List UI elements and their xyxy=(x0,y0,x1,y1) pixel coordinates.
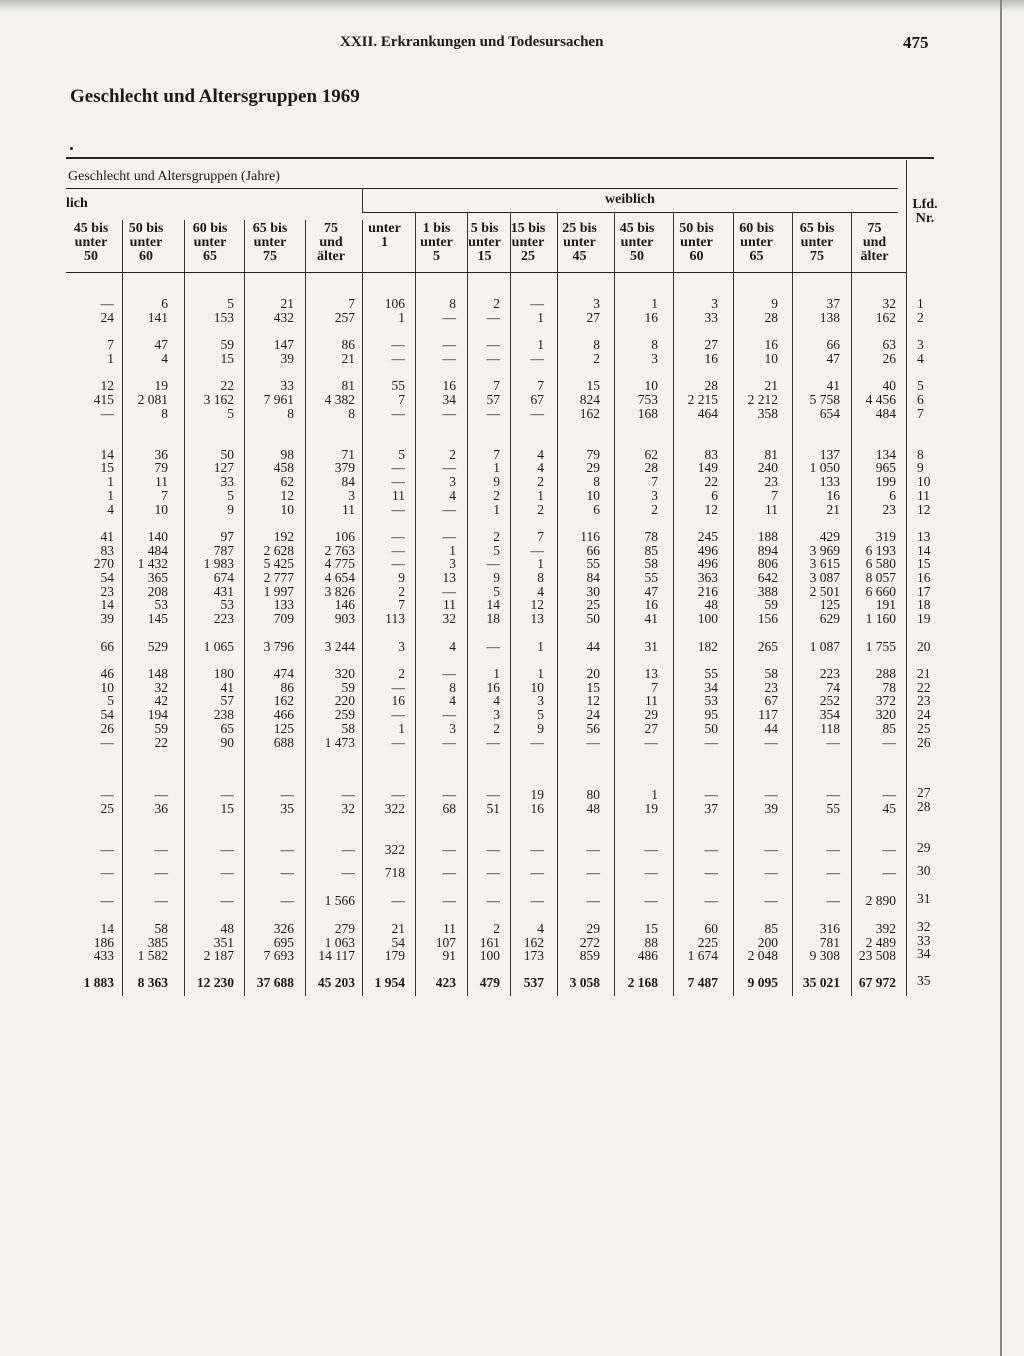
table-row-values: — xyxy=(486,865,500,880)
table-row-values: 60 225 1 674 xyxy=(687,921,718,964)
table-row-values: 392 2 489 23 508 xyxy=(858,921,896,964)
table-row-values: 9 095 xyxy=(747,975,778,990)
table-row-values: 45 203 xyxy=(317,975,355,990)
table-row-values: — xyxy=(341,865,355,880)
table-row-values: 14 186 433 xyxy=(93,921,114,964)
table-row-values: 29 272 859 xyxy=(579,921,600,964)
table-row-values: 67 972 xyxy=(858,975,896,990)
lfd-nr-values: 27 28 xyxy=(917,785,931,814)
table-row-values: — xyxy=(826,865,840,880)
table-row-values: — 32 xyxy=(341,787,355,816)
female-group-divider xyxy=(362,188,363,212)
table-row-values: 35 021 xyxy=(802,975,840,990)
table-row-values: — xyxy=(442,842,456,857)
table-column-values: 7 257 86 21 81 4 382 8 71 379 84 3 11 106 2 763 4 775 4 654 3 826 146 903 3 244 320 59 220 259 58 1 473 xyxy=(324,296,355,750)
table-row-values: — xyxy=(530,842,544,857)
table-row-values: — xyxy=(644,842,658,857)
table-row-values: 7 487 xyxy=(687,975,718,990)
lfd-nr-values: 1 2 3 4 5 6 7 8 9 10 11 12 13 14 15 16 17 18 19 20 21 22 23 24 25 26 xyxy=(917,296,931,750)
table-column-values: 6 141 47 4 19 2 081 8 36 79 11 7 10 140 484 1 432 365 208 53 145 529 148 32 42 194 59 22 xyxy=(137,296,168,750)
table-row-values: 322 xyxy=(384,842,405,857)
table-row-values: — xyxy=(100,842,114,857)
column-header: 5 bis unter 15 xyxy=(468,221,501,264)
table-row-values: — xyxy=(220,842,234,857)
table-row-values: — 68 xyxy=(442,787,456,816)
table-row-values: 21 54 179 xyxy=(384,921,405,964)
table-row-values: — xyxy=(586,842,600,857)
table-column-values: 3 27 8 2 15 824 162 79 29 8 10 6 116 66 55 84 30 25 50 44 20 15 12 24 56 — xyxy=(579,296,600,750)
table-row-values: 37 688 xyxy=(256,975,294,990)
table-row-values: — 35 xyxy=(280,787,294,816)
table-title: Geschlecht und Altersgruppen 1969 xyxy=(70,86,360,107)
table-row-values: — xyxy=(154,865,168,880)
table-row-values: — 45 xyxy=(882,787,896,816)
top-rule xyxy=(66,157,934,159)
table-row-values: 58 385 1 582 xyxy=(137,921,168,964)
lfd-nr-values: 29 xyxy=(917,840,931,855)
table-row-values: — xyxy=(644,865,658,880)
column-header: 45 bis unter 50 xyxy=(73,221,109,264)
column-header: 60 bis unter 65 xyxy=(192,221,228,264)
group-rule xyxy=(66,188,898,189)
table-row-values: — xyxy=(644,893,658,908)
table-row-values: — xyxy=(882,865,896,880)
table-column-values: — 1 1 — 7 67 — 4 4 2 1 2 7 — 1 8 4 12 13 1 1 10 3 5 9 — xyxy=(530,296,544,750)
table-row-values: — xyxy=(826,842,840,857)
running-head: XXII. Erkrankungen und Todesursachen xyxy=(340,34,604,50)
page-number: 475 xyxy=(903,33,929,52)
table-row-values: 479 xyxy=(479,975,500,990)
table-row-values: — xyxy=(341,842,355,857)
table-row-values: — xyxy=(826,893,840,908)
column-header: 50 bis unter 60 xyxy=(679,221,714,264)
column-header: 45 bis unter 50 xyxy=(619,221,655,264)
table-row-values: 19 16 xyxy=(530,787,544,816)
table-row-values: — xyxy=(154,893,168,908)
table-column-values: 3 33 27 16 28 2 215 464 83 149 22 6 12 245 496 496 363 216 48 100 182 55 34 53 95 50 — xyxy=(687,296,718,750)
table-row-values: 279 1 063 14 117 xyxy=(318,921,355,964)
group-header: Geschlecht und Altersgruppen (Jahre) xyxy=(68,169,280,184)
table-row-values: 718 xyxy=(384,865,405,880)
table-row-values: — xyxy=(280,842,294,857)
female-header: weiblich xyxy=(605,192,655,207)
table-row-values: — xyxy=(486,893,500,908)
table-row-values: — xyxy=(764,893,778,908)
table-row-values: 326 695 7 693 xyxy=(263,921,294,964)
table-row-values: 537 xyxy=(523,975,544,990)
table-column-values: 5 153 59 15 22 3 162 5 50 127 33 5 9 97 787 1 983 674 431 53 223 1 065 180 41 57 238 65 90 xyxy=(203,296,234,750)
table-row-values: — 55 xyxy=(826,787,840,816)
table-row-values: — xyxy=(220,865,234,880)
table-row-values: — xyxy=(530,865,544,880)
table-row-values: — 39 xyxy=(764,787,778,816)
female-rule xyxy=(362,212,898,213)
table-row-values: — xyxy=(100,865,114,880)
table-row-values: — xyxy=(586,893,600,908)
table-row-values: 80 48 xyxy=(586,787,600,816)
column-header: 25 bis unter 45 xyxy=(562,221,597,264)
table-row-values: 2 168 xyxy=(627,975,658,990)
table-row-values: — xyxy=(391,893,405,908)
table-row-values: — 37 xyxy=(704,787,718,816)
table-row-values: 316 781 9 308 xyxy=(809,921,840,964)
lfd-nr-values: 32 33 34 xyxy=(917,919,931,962)
column-divider xyxy=(906,160,907,996)
table-row-values: 1 19 xyxy=(644,787,658,816)
column-header: 50 bis unter 60 xyxy=(128,221,164,264)
table-column-values: 9 28 16 10 21 2 212 358 81 240 23 7 11 188 894 806 642 388 59 156 265 58 23 67 117 44 — xyxy=(747,296,778,750)
table-column-values: 37 138 66 47 41 5 758 654 137 1 050 133 16 21 429 3 969 3 615 3 087 2 501 125 629 1 087 223 74 252 354 118 — xyxy=(809,296,840,750)
column-header: unter 1 xyxy=(368,221,401,250)
table-row-values: 1 883 xyxy=(83,975,114,990)
table-row-values: 8 363 xyxy=(137,975,168,990)
scan-right-edge xyxy=(1000,0,1002,1356)
lfd-nr-values: 35 xyxy=(917,973,931,988)
table-row-values: — 322 xyxy=(384,787,405,816)
table-row-values: 85 200 2 048 xyxy=(747,921,778,964)
table-row-values: — xyxy=(764,865,778,880)
table-row-values: — xyxy=(704,893,718,908)
table-row-values: 48 351 2 187 xyxy=(203,921,234,964)
column-header: 75 und älter xyxy=(317,221,345,264)
table-row-values: 3 058 xyxy=(569,975,600,990)
table-column-values: 2 — — — 7 57 — 7 1 9 2 1 2 5 — 9 5 14 18 — 1 16 4 3 2 — xyxy=(486,296,500,750)
table-row-values: — 25 xyxy=(100,787,114,816)
table-row-values: — xyxy=(704,865,718,880)
column-header: 65 bis unter 75 xyxy=(252,221,288,264)
table-row-values: — xyxy=(704,842,718,857)
table-row-values: — xyxy=(280,865,294,880)
header-bottom-rule xyxy=(66,272,906,273)
male-header-partial: lich xyxy=(66,196,88,211)
table-row-values: — 51 xyxy=(486,787,500,816)
table-row-values: 2 161 100 xyxy=(479,921,500,964)
column-header: 60 bis unter 65 xyxy=(739,221,774,264)
table-row-values: 1 566 xyxy=(324,893,355,908)
lfd-nr-header: Lfd. Nr. xyxy=(912,197,938,226)
column-header: 65 bis unter 75 xyxy=(799,221,835,264)
table-row-values: — xyxy=(486,842,500,857)
table-row-values: — 36 xyxy=(154,787,168,816)
table-column-values: 32 162 63 26 40 4 456 484 134 965 199 6 23 319 6 193 6 580 8 057 6 660 191 1 160 1 755 288 78 372 320 85 — xyxy=(865,296,896,750)
lfd-nr-values: 31 xyxy=(917,891,931,906)
table-column-values: 1 16 8 3 10 753 168 62 28 7 3 2 78 85 58 55 47 16 41 31 13 7 11 29 27 — xyxy=(637,296,658,750)
table-row-values: 11 107 91 xyxy=(435,921,456,964)
stray-dot xyxy=(70,147,73,150)
table-row-values: 1 954 xyxy=(374,975,405,990)
table-row-values: — xyxy=(764,842,778,857)
table-row-values: — xyxy=(220,893,234,908)
table-column-values: 106 1 — — 55 7 — 5 — — 11 — — — — 9 2 7 113 3 2 — 16 — 1 — xyxy=(384,296,405,750)
column-header: 1 bis unter 5 xyxy=(420,221,453,264)
table-row-values: 423 xyxy=(435,975,456,990)
table-row-values: — 15 xyxy=(220,787,234,816)
column-header: 15 bis unter 25 xyxy=(510,221,546,264)
column-header: 75 und älter xyxy=(860,221,889,264)
table-row-values: — xyxy=(442,865,456,880)
table-column-values: 21 432 147 39 33 7 961 8 98 458 62 12 10 192 2 628 5 425 2 777 1 997 133 709 3 796 474 86 162 466 125 688 xyxy=(263,296,294,750)
table-row-values: — xyxy=(530,893,544,908)
table-row-values: 2 890 xyxy=(865,893,896,908)
table-row-values: 12 230 xyxy=(196,975,234,990)
table-row-values: — xyxy=(280,893,294,908)
table-row-values: — xyxy=(882,842,896,857)
table-column-values: — 24 7 1 12 415 — 14 15 1 1 4 41 83 270 54 23 14 39 66 46 10 5 54 26 — xyxy=(93,296,114,750)
table-row-values: — xyxy=(586,865,600,880)
table-row-values: — xyxy=(154,842,168,857)
table-row-values: — xyxy=(442,893,456,908)
table-row-values: 4 162 173 xyxy=(523,921,544,964)
table-column-values: 8 — — — 16 34 — 2 — 3 4 — — 1 3 13 — 11 32 4 — 8 4 — 3 — xyxy=(442,296,456,750)
table-row-values: — xyxy=(100,893,114,908)
scan-top-edge xyxy=(0,0,1024,12)
lfd-nr-values: 30 xyxy=(917,863,931,878)
table-row-values: 15 88 486 xyxy=(637,921,658,964)
